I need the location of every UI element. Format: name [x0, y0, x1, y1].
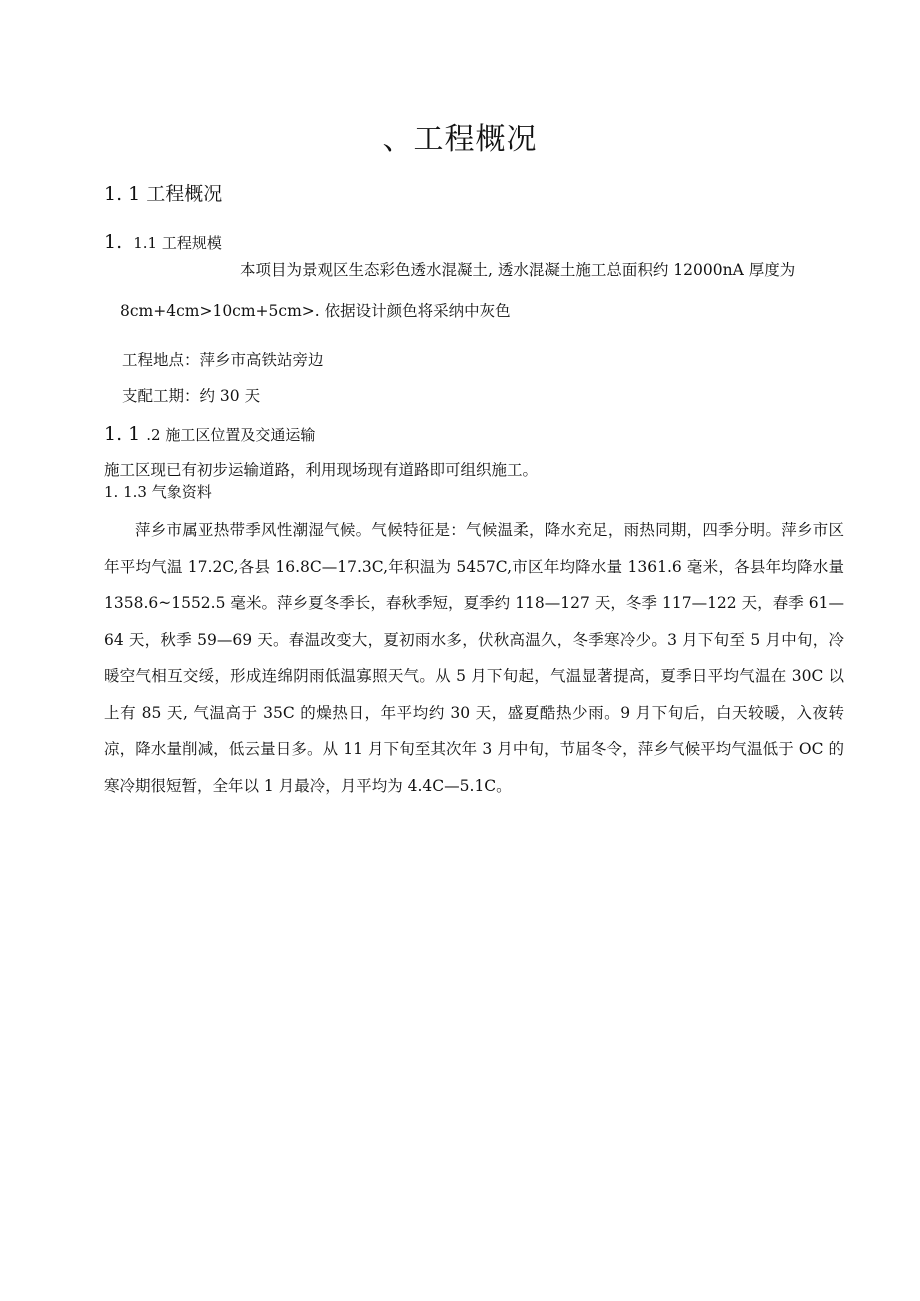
climate-body: 萍乡市属亚热带季风性潮湿气候。气候特征是：气候温柔，降水充足，雨热同期，四季分明。萍乡市区年平均气温 17.2C,各县 16.8C—17.3C,年积温为 5457C,市区年均降水量 1361.6 毫米，各县年均降水量 1358.6~1552.5 毫米。萍乡夏冬季长，春秋季短，夏季约 118—127 天，冬季 117—122 天，春季 61—64 天，秋季 59—69 天。春温改变大，夏初雨水多，伏秋高温久，冬季寒冷少。3 月下旬至 5 月中旬，冷暖空气相互交绥，形成连绵阴雨低温寡照天气。从 5 月下旬起，气温显著提高，夏季日平均气温在 30C 以上有 85 天, 气温高于 35C 的燥热日，年平均约 30 天，盛夏酷热少雨。9 月下旬后，白天较暖，入夜转凉，降水量削减，低云量日多。从 11 月下旬至其次年 3 月中旬，节届冬令，萍乡气候平均气温低于 OC 的寒冷期很短暂，全年以 1 月最冷，月平均为 4.4C—5.1C。 — [104, 521, 844, 795]
subsection-heading-1-1-2 — [104, 422, 315, 447]
subsection-title: .2 施工区位置及交通运输 — [146, 426, 316, 444]
subsection-heading-1-1-3: 1. 1.3 气象资料 — [104, 483, 212, 501]
project-location: 工程地点：萍乡市高铁站旁边 — [122, 351, 324, 369]
subsection-number: 1. 1 — [104, 423, 141, 445]
section-heading-1-1: 1. 1 工程概况 — [104, 183, 223, 205]
subsection-heading-1-1-1 — [104, 230, 222, 255]
traffic-body: 施工区现已有初步运输道路，利用现场现有道路即可组织施工。 — [104, 461, 539, 479]
subsection-title: 1.1 工程规模 — [133, 234, 222, 252]
climate-paragraph — [104, 512, 844, 804]
subsection-number: 1. — [104, 231, 123, 253]
scale-body-line-1: 本项目为景观区生态彩色透水混凝土, 透水混凝土施工总面积约 12000nA 厚度为 — [240, 261, 796, 279]
document-title: 、工程概况 — [382, 122, 538, 157]
scale-body-line-2: 8cm+4cm>10cm+5cm>. 依据设计颜色将采纳中灰色 — [120, 302, 511, 320]
project-duration: 支配工期：约 30 天 — [122, 387, 261, 405]
